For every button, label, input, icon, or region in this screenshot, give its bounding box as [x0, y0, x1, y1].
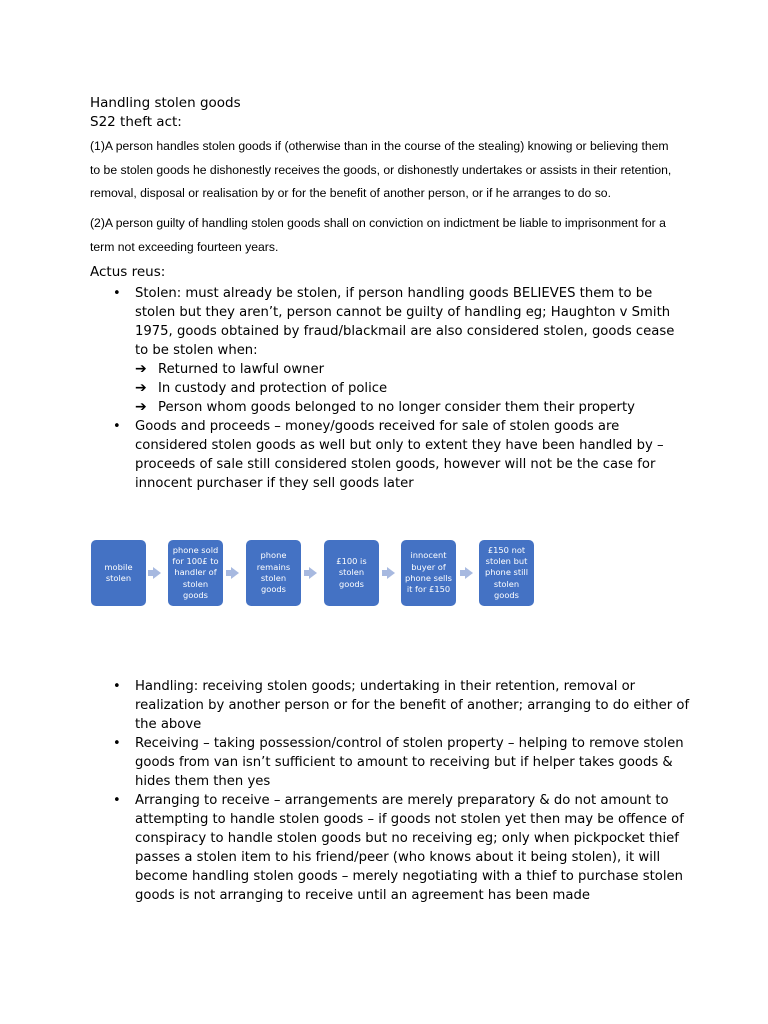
sub-list-item: ➔ Person whom goods belonged to no longer consider them their property [135, 399, 635, 415]
diagram-step: £150 not stolen but phone still stolen goods [479, 540, 534, 606]
list-item-text: Receiving – taking possession/control of stolen property – helping to remove stolen goods from van isn’t sufficient to amount to receiving but if helper takes goods & hides them then yes [135, 736, 684, 789]
arrow-right-icon: ➔ [135, 380, 147, 396]
arrow-right-icon [387, 567, 395, 579]
list-item-text: Arranging to receive – arrangements are merely preparatory & do not amount to attempting to handle stolen goods – if goods not stolen yet then may be offence of conspiracy to handle stolen goods but no receiving eg; only when pickpocket thief passes a stolen item to his friend/peer (who knows about it being stolen), it will become handling stolen goods – merely negotiating with a thief to purchase stolen goods is not arranging to receive until an agreement has been made [135, 793, 684, 903]
list-item [90, 791, 690, 905]
sub-list [135, 360, 690, 417]
actus-reus-heading: Actus reus: [90, 264, 166, 280]
arrow-right-icon [231, 567, 239, 579]
diagram-step: phone remains stolen goods [246, 540, 301, 606]
sub-list-item: ➔ In custody and protection of police [135, 380, 388, 396]
list-item [90, 417, 690, 493]
arrow-right-icon: ➔ [135, 361, 147, 377]
actus-reus-list [90, 284, 690, 493]
arrow-right-icon [309, 567, 317, 579]
statute-section-1: (1)A person handles stolen goods if (otherwise than in the course of the stealing) knowing or believing them to be stolen goods he dishonestly receives the goods, or dishonestly undertakes or assists in their retention, removal, disposal or realisation by or for the benefit of another person, or if he arranges to do so. [90, 139, 672, 200]
list-item [90, 677, 690, 734]
list-item-text: Stolen: must already be stolen, if person handling goods BELIEVES them to be stolen but they aren’t, person cannot be guilty of handling eg; Haughton v Smith 1975, goods obtained by fraud/blackmail are also considered stolen, goods cease to be stolen when: [135, 286, 675, 358]
sub-list-item: ➔ Returned to lawful owner [135, 361, 325, 377]
handling-list [90, 677, 690, 905]
list-item [90, 734, 690, 791]
diagram-step: £100 is stolen goods [324, 540, 379, 606]
diagram-step: mobile stolen [91, 540, 146, 606]
page-subtitle: S22 theft act: [90, 114, 182, 130]
list-item-text: Goods and proceeds – money/goods received for sale of stolen goods are considered stolen goods as well but only to extent they have been handled by – proceeds of sale still considered stolen goods, however will not be the case for innocent purchaser if they sell goods later [135, 419, 664, 491]
diagram-step: phone sold for 100£ to handler of stolen goods [168, 540, 223, 606]
arrow-right-icon: ➔ [135, 399, 147, 415]
list-item-text: Handling: receiving stolen goods; undertaking in their retention, removal or realization by another person or for the benefit of another; arranging to do either of the above [135, 679, 690, 732]
list-item [90, 284, 690, 417]
diagram-step: innocent buyer of phone sells it for £150 [401, 540, 456, 606]
arrow-right-icon [465, 567, 473, 579]
arrow-right-icon [153, 567, 161, 579]
page-title: Handling stolen goods [90, 95, 241, 111]
statute-section-2: (2)A person guilty of handling stolen goods shall on conviction on indictment be liable to imprisonment for a term not exceeding fourteen years. [90, 216, 666, 254]
process-diagram [91, 540, 536, 606]
